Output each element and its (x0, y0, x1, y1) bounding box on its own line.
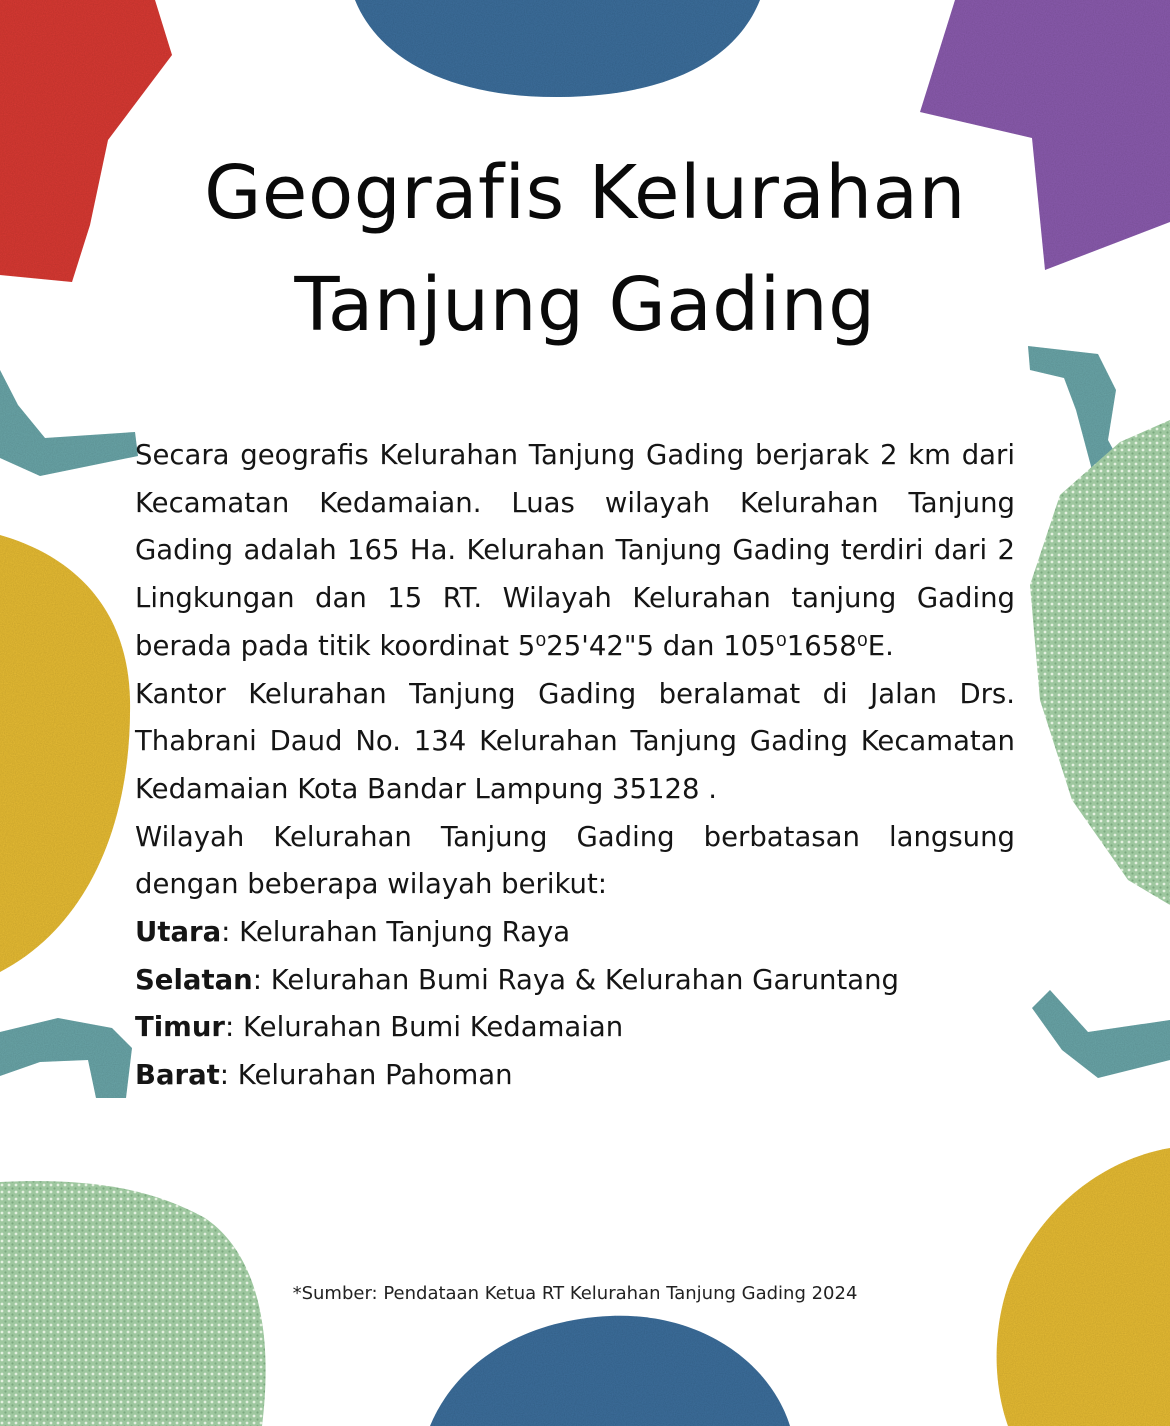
border-value: : Kelurahan Bumi Kedamaian (224, 1011, 624, 1044)
border-direction-label: Utara (135, 916, 222, 949)
paragraph-office-address: Kantor Kelurahan Tanjung Gading beralamat di Jalan Drs. Thabrani Daud No. 134 Kelurahan Tanjung Gading Kecamatan Kedamaian Kota Bandar Lampung 35128 . (135, 677, 1015, 805)
page-title-line-1: Geografis Kelurahan (204, 150, 966, 236)
border-west (135, 1052, 1015, 1100)
border-south (135, 957, 1015, 1005)
border-north (135, 909, 1015, 957)
source-note: *Sumber: Pendataan Ketua RT Kelurahan Tanjung Gading 2024 (292, 1283, 858, 1304)
paragraph-borders-intro: Wilayah Kelurahan Tanjung Gading berbatasan langsung dengan beberapa wilayah berikut: (135, 820, 1015, 901)
border-east (135, 1004, 1015, 1052)
border-direction-label: Selatan (135, 963, 253, 996)
border-direction-label: Timur (135, 1011, 225, 1044)
border-value: : Kelurahan Tanjung Raya (221, 916, 571, 949)
body-text (135, 432, 1015, 1100)
border-value: : Kelurahan Bumi Raya & Kelurahan Garuntang (252, 963, 899, 996)
border-direction-label: Barat (135, 1059, 220, 1092)
page-title-line-2: Tanjung Gading (294, 262, 876, 348)
paragraph-geography: Secara geografis Kelurahan Tanjung Gading berjarak 2 km dari Kecamatan Kedamaian. Luas wilayah Kelurahan Tanjung Gading adalah 165 Ha. Kelurahan Tanjung Gading terdiri dari 2 Lingkungan dan 15 RT. Wilayah Kelurahan tanjung Gading berada pada titik koordinat 5⁰25'42"5 dan 105⁰1658⁰E. (135, 439, 1015, 662)
border-value: : Kelurahan Pahoman (219, 1059, 513, 1092)
